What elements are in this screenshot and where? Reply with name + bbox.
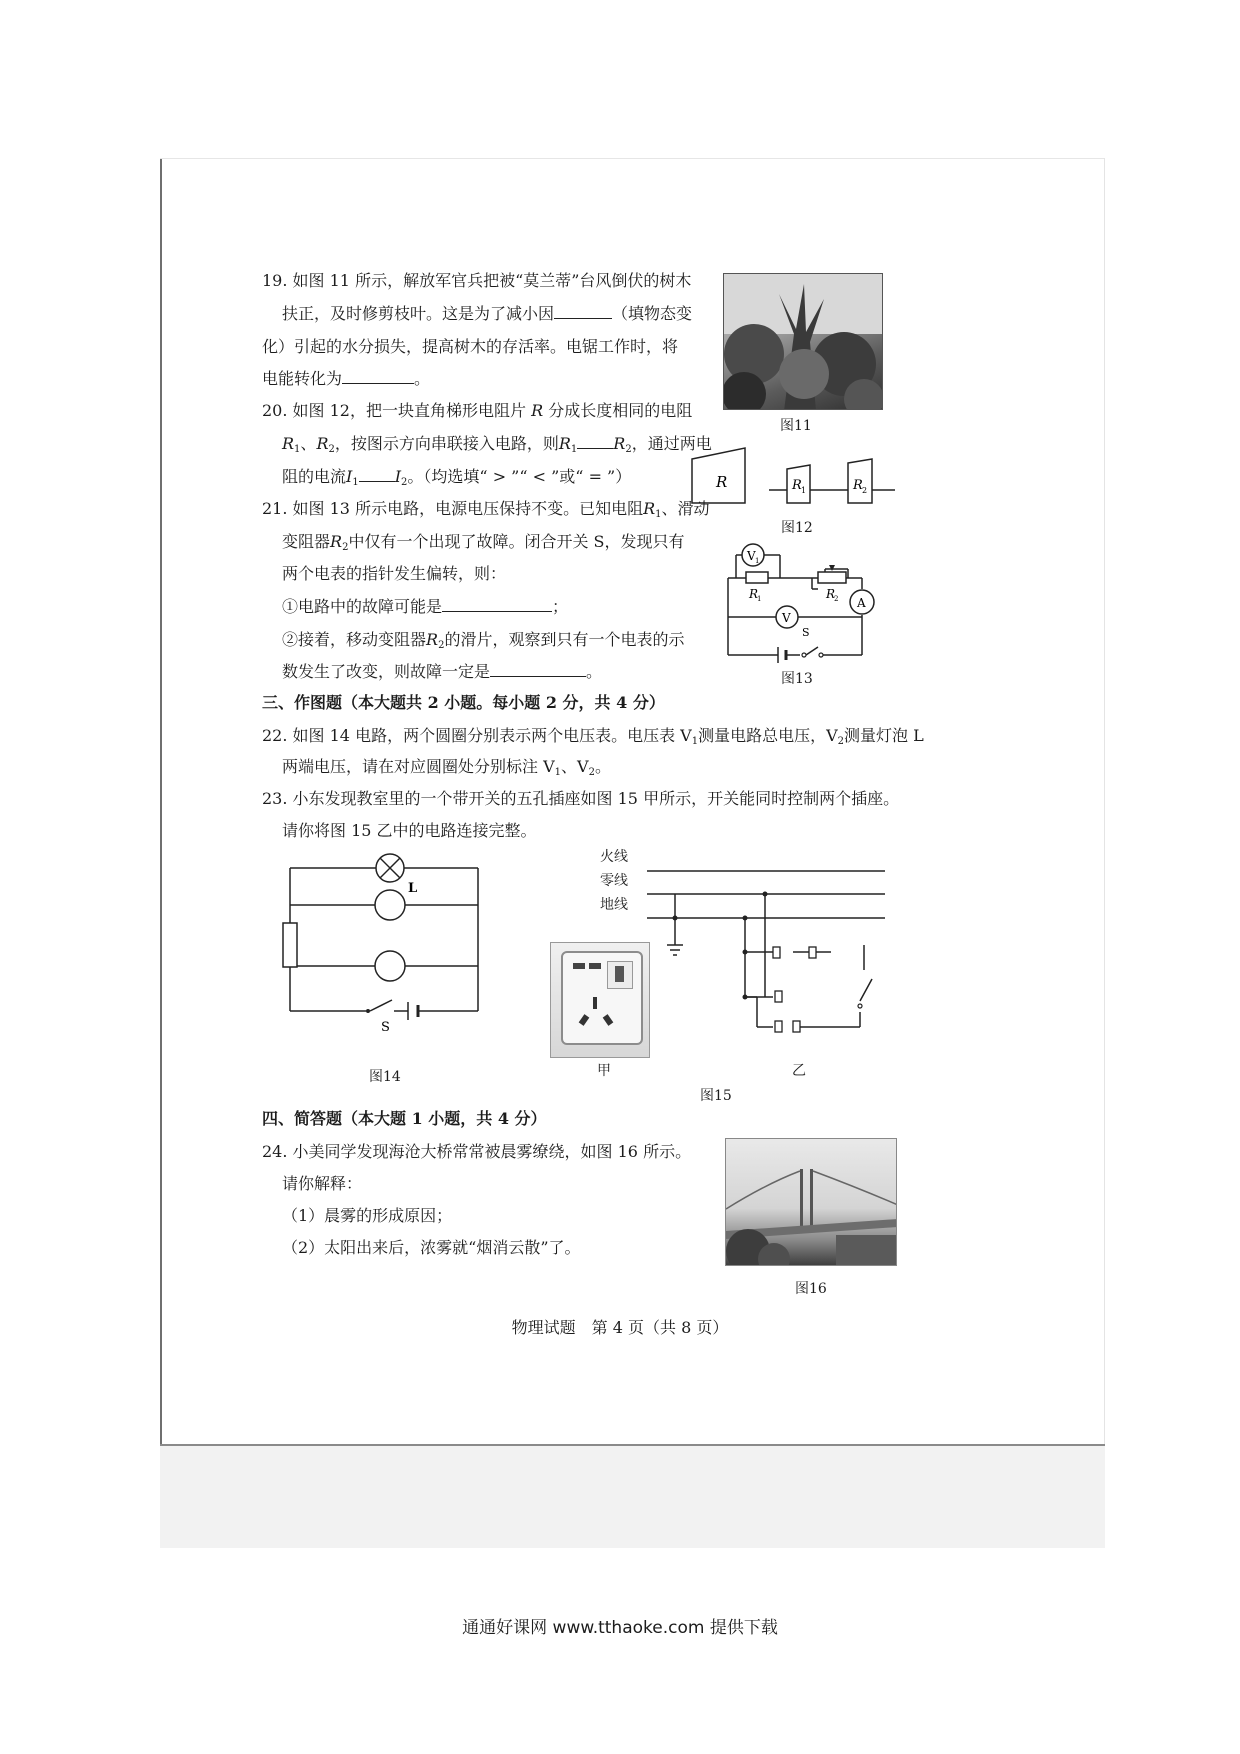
- switch-rocker: [615, 966, 624, 982]
- q21-symbol: R: [330, 532, 343, 551]
- v1-label: V: [747, 549, 756, 563]
- junction: [763, 892, 768, 897]
- answer-blank[interactable]: [442, 597, 552, 612]
- q20-text: 。（均选填“ > ”“ < ”或“ = ”）: [407, 467, 632, 486]
- q22-sub: 1: [554, 767, 562, 778]
- a-label: A: [857, 596, 866, 610]
- q22-text: 、V: [561, 757, 589, 776]
- bridge-illustration: [726, 1139, 897, 1266]
- junction: [673, 916, 678, 921]
- q21-sub: 1: [655, 509, 662, 520]
- r2-sub: 2: [862, 486, 868, 495]
- junction: [743, 916, 748, 921]
- q20-symbol: R: [316, 434, 329, 453]
- socket-hole: [593, 997, 597, 1009]
- q20-symbol: R: [558, 434, 571, 453]
- q20-symbol: R: [282, 434, 295, 453]
- socket-hole: [573, 963, 585, 969]
- q19-text: （填物态变: [612, 304, 693, 323]
- q20-symbol: R: [613, 434, 626, 453]
- junction: [743, 950, 748, 955]
- switch-label: S: [381, 1020, 390, 1035]
- q21-line-5: [282, 630, 684, 656]
- switch-contact: [819, 653, 823, 657]
- q20-sep: 、: [300, 434, 317, 453]
- q22-line-2: [282, 757, 611, 783]
- section-3-heading: 三、作图题（本大题共 2 小题。每小题 2 分，共 4 分）: [262, 693, 665, 712]
- q21-sub: 2: [438, 640, 445, 651]
- voltmeter-circle-1[interactable]: [375, 890, 405, 920]
- q20-sub: 2: [328, 444, 335, 455]
- q21-text: 21. 如图 13 所示电路，电源电压保持不变。已知电阻: [262, 499, 644, 518]
- socket-terminal[interactable]: [775, 1021, 782, 1032]
- q24-line-2: 请你解释：: [282, 1174, 363, 1193]
- q22-text: 。: [594, 757, 611, 776]
- socket-plate: [561, 951, 643, 1045]
- q21-text: 数发生了改变，则故障一定是: [282, 662, 491, 681]
- v1-sub: 1: [755, 557, 760, 565]
- q23-line-2: 请你将图 15 乙中的电路连接完整。: [282, 821, 537, 840]
- r1-label: R: [749, 587, 759, 601]
- q22-text: 22. 如图 14 电路，两个圆圈分别表示两个电压表。电压表 V: [262, 726, 692, 745]
- switch-pivot[interactable]: [858, 1004, 862, 1008]
- figure-14-caption: 图14: [369, 1069, 401, 1085]
- q21-text: ；: [552, 597, 569, 616]
- scan-edge-left: [160, 158, 162, 1548]
- q23-line-1: 23. 小东发现教室里的一个带开关的五孔插座如图 15 甲所示，开关能同时控制两个插座。: [262, 789, 900, 808]
- figure-15-wiring-diagram: [645, 855, 890, 1045]
- figure-16-photo: [725, 1138, 897, 1266]
- q21-sub: 2: [342, 542, 349, 553]
- q21-text: 的滑片，观察到只有一个电表的示: [444, 630, 685, 649]
- q24-line-4: （2）太阳出来后，浓雾就“烟消云散”了。: [282, 1238, 581, 1257]
- socket-hole: [589, 963, 601, 969]
- figure-13-caption: 图13: [781, 671, 813, 687]
- socket-terminal[interactable]: [775, 991, 782, 1002]
- r2-label: R: [826, 587, 836, 601]
- figure-11-photo: [723, 273, 883, 410]
- q24-line-1: 24. 小美同学发现海沧大桥常常被晨雾缭绕，如图 16 所示。: [262, 1142, 692, 1161]
- q20-symbol: I: [394, 467, 402, 486]
- neutral-wire-label: 零线: [600, 873, 628, 889]
- q19-line-4: [262, 369, 430, 389]
- figure-15-yi-caption: 乙: [792, 1063, 806, 1079]
- answer-blank[interactable]: [577, 434, 613, 449]
- q21-text: 变阻器: [282, 532, 331, 551]
- figure-15-caption: 图15: [700, 1088, 732, 1104]
- q21-text: 。: [586, 662, 603, 681]
- figure-15-jia-caption: 甲: [597, 1063, 611, 1079]
- figure-12-caption: 图12: [781, 520, 813, 536]
- q22-text: 两端电压，请在对应圆圈处分别标注 V: [282, 757, 555, 776]
- q19-line-1: 19. 如图 11 所示，解放军官兵把被“莫兰蒂”台风倒伏的树木: [262, 271, 692, 290]
- q21-line-4: [282, 597, 568, 617]
- figure-13-diagram: [720, 535, 890, 670]
- socket-switch: [607, 961, 633, 989]
- q19-line-2: [282, 304, 692, 324]
- q20-symbol: R: [531, 401, 544, 420]
- scan-bottom-band: [160, 1444, 1105, 1548]
- switch-pivot: [802, 653, 806, 657]
- answer-blank[interactable]: [359, 467, 395, 482]
- q19-text: 电能转化为: [262, 369, 343, 388]
- junction: [743, 995, 748, 1000]
- q20-text: 阻的电流: [282, 467, 347, 486]
- q19-text: 扶正，及时修剪枝叶。这是为了减小因: [282, 304, 555, 323]
- s-label: S: [802, 626, 810, 639]
- tree-illustration: [724, 274, 883, 410]
- q20-sub: 1: [352, 477, 359, 488]
- q20-sub: 1: [294, 444, 301, 455]
- lamp-label: L: [408, 881, 418, 896]
- q21-line-1: [262, 499, 710, 525]
- voltmeter-circle-2[interactable]: [375, 951, 405, 981]
- resistor: [283, 923, 297, 967]
- switch-pivot: [366, 1009, 370, 1013]
- r2-label: R: [853, 478, 863, 493]
- q22-line-1: [262, 726, 924, 752]
- q22-sub: 1: [691, 736, 699, 747]
- v-label: V: [782, 611, 791, 625]
- q21-text: 中仅有一个出现了故障。闭合开关 S，发现只有: [348, 532, 685, 551]
- socket-terminal[interactable]: [773, 947, 780, 958]
- answer-blank[interactable]: [342, 369, 414, 384]
- q22-text: 测量灯泡 L: [844, 726, 924, 745]
- q22-sub: 2: [837, 736, 845, 747]
- scan-edge-top: [160, 158, 1105, 159]
- figure-11-caption: 图11: [780, 418, 812, 434]
- q20-line-3: [282, 467, 631, 493]
- q20-text: 分成长度相同的电阻: [548, 401, 693, 420]
- socket-terminal[interactable]: [793, 1021, 800, 1032]
- q21-text: 、滑动: [661, 499, 710, 518]
- q21-line-3: 两个电表的指针发生偏转，则：: [282, 564, 507, 583]
- q20-sub: 1: [570, 444, 578, 455]
- q22-sub: 2: [588, 767, 595, 778]
- q20-symbol: I: [346, 467, 353, 486]
- r1-label: R: [792, 478, 802, 493]
- fire-wire-label: 火线: [600, 849, 628, 865]
- slider-arrow: [829, 565, 835, 571]
- scan-edge-right: [1104, 158, 1105, 1548]
- q21-symbol: R: [643, 499, 656, 518]
- q21-text: ②接着，移动变阻器: [282, 630, 427, 649]
- r1-sub: 1: [757, 595, 762, 603]
- source-credit: 通通好课网 www.tthaoke.com 提供下载: [462, 1618, 778, 1638]
- figure-14-diagram: [280, 856, 495, 1036]
- resistor-r1: [746, 572, 768, 583]
- socket-hole: [579, 1014, 590, 1026]
- q20-line-1: [262, 401, 692, 421]
- section-4-heading: 四、简答题（本大题 1 小题，共 4 分）: [262, 1109, 547, 1128]
- q19-line-3: 化）引起的水分损失，提高树木的存活率。电锯工作时，将: [262, 337, 679, 356]
- q20-text: 20. 如图 12，把一块直角梯形电阻片: [262, 401, 526, 420]
- trapezoid-label: R: [716, 473, 728, 491]
- figure-15-socket-photo: [550, 942, 650, 1058]
- q20-text: ，按图示方向串联接入电路，则: [334, 434, 559, 453]
- q22-text: 测量电路总电压，V: [698, 726, 838, 745]
- ground-wire-label: 地线: [600, 897, 628, 913]
- socket-terminal[interactable]: [809, 947, 816, 958]
- q20-sub: 2: [625, 444, 632, 455]
- q20-line-2: [282, 434, 712, 460]
- q19-text: 。: [414, 369, 431, 388]
- figure-16-caption: 图16: [795, 1281, 827, 1297]
- q20-sub: 2: [401, 477, 408, 488]
- q20-text: ，通过两电: [631, 434, 712, 453]
- q21-line-2: [282, 532, 685, 558]
- answer-blank[interactable]: [490, 662, 586, 677]
- q21-symbol: R: [426, 630, 439, 649]
- socket-hole: [603, 1014, 614, 1026]
- page-footer: 物理试题 第 4 页（共 8 页）: [511, 1318, 729, 1337]
- r2-sub: 2: [834, 595, 839, 603]
- q21-text: ①电路中的故障可能是: [282, 597, 443, 616]
- answer-blank[interactable]: [554, 304, 612, 319]
- q21-line-6: [282, 662, 602, 682]
- rheostat-r2: [818, 572, 846, 583]
- r1-sub: 1: [801, 486, 807, 495]
- q24-line-3: （1）晨雾的形成原因；: [282, 1206, 453, 1225]
